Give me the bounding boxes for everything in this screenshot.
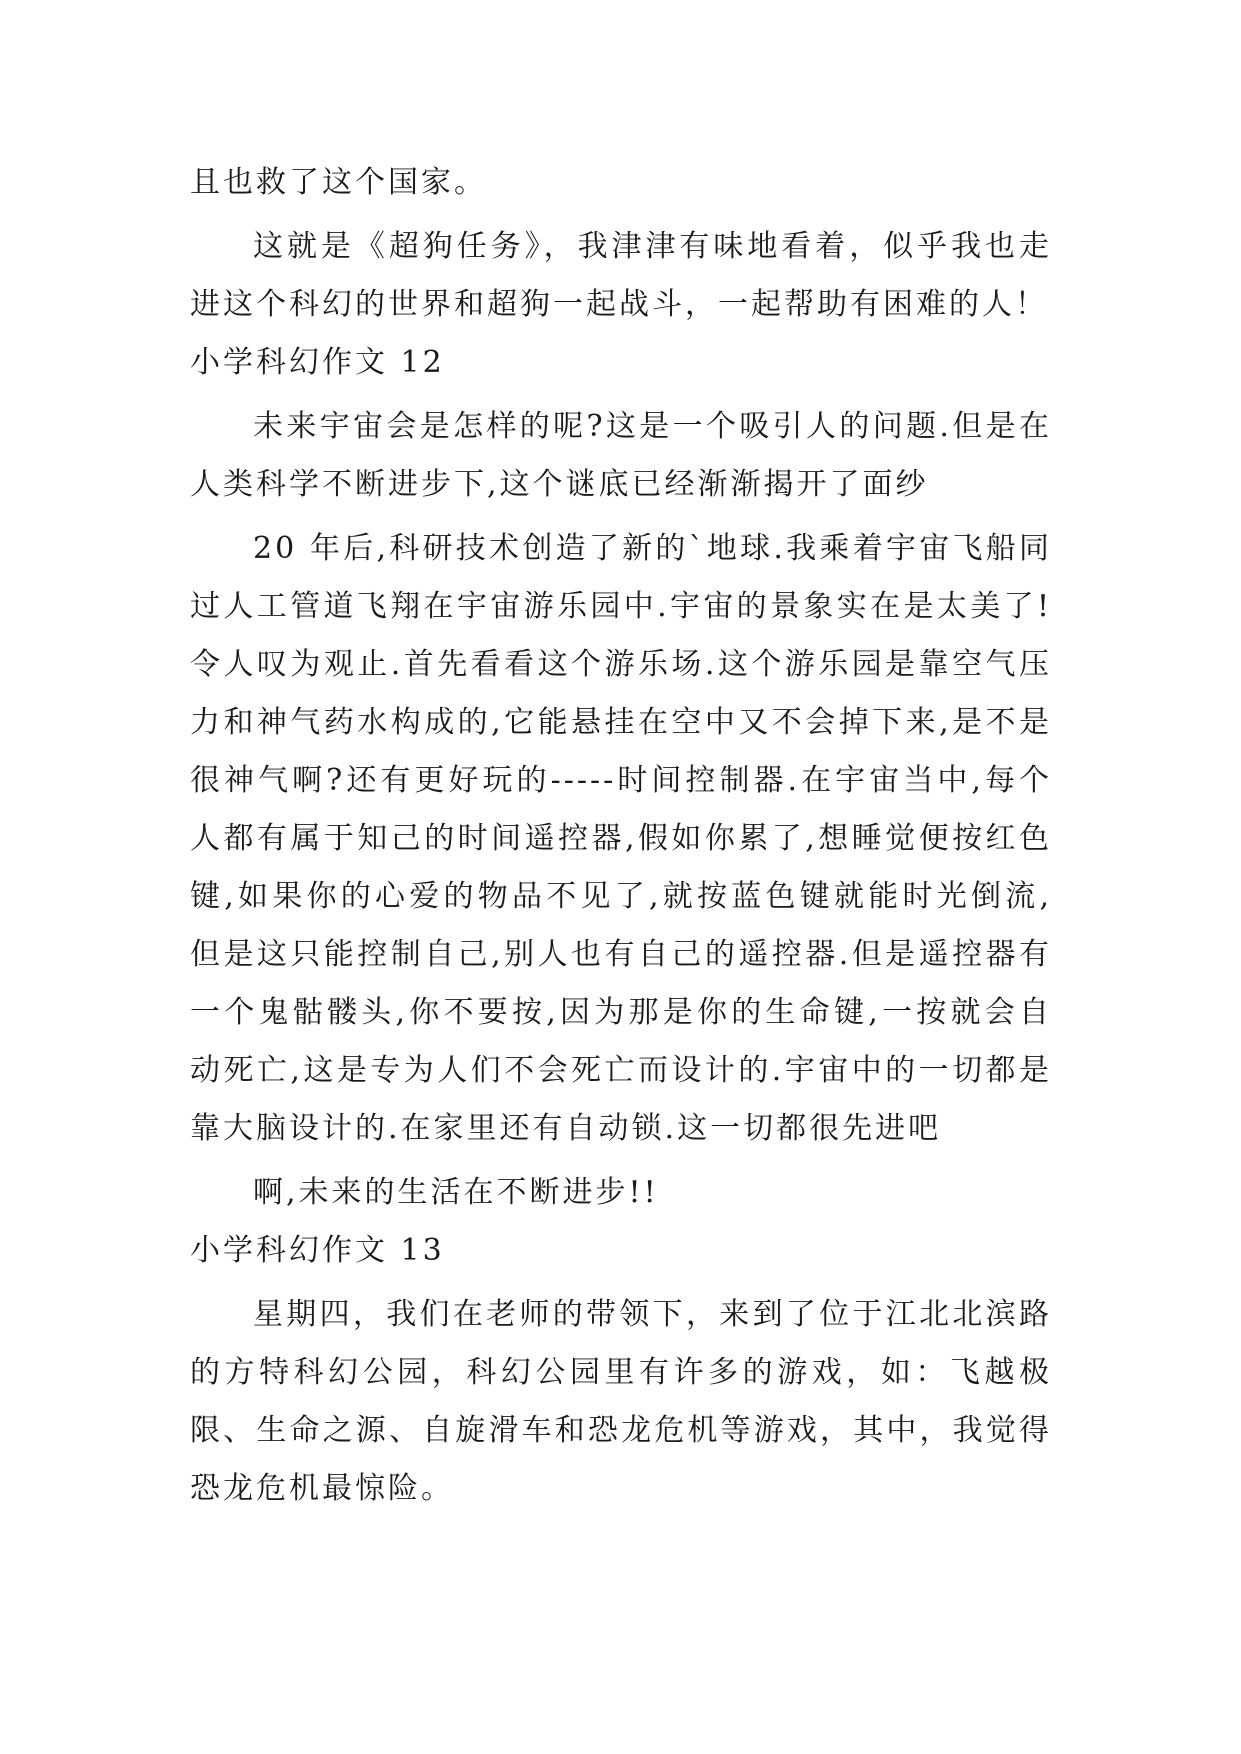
- essay-12-title: 小学科幻作文 12: [190, 345, 445, 380]
- paragraph-future-universe-intro: 未来宇宙会是怎样的呢?这是一个吸引人的问题.但是在人类科学不断进步下,这个谜底已经渐渐揭开了面纱: [190, 409, 1052, 502]
- paragraph-super-dog-summary: 这就是《超狗任务》，我津津有味地看着，似乎我也走进这个科幻的世界和超狗一起战斗，一起帮助有困难的人！: [190, 229, 1052, 322]
- paragraph-future-universe-ending: 啊,未来的生活在不断进步!!: [253, 1175, 659, 1210]
- essay-13-title: 小学科幻作文 13: [190, 1233, 445, 1268]
- paragraph-continuation: 且也救了这个国家。: [190, 165, 487, 200]
- document-body: [190, 154, 1052, 1518]
- paragraph-fantawild-park: 星期四，我们在老师的带领下，来到了位于江北北滨路的方特科幻公园，科幻公园里有许多的游戏，如：飞越极限、生命之源、自旋滑车和恐龙危机等游戏，其中，我觉得恐龙危机最惊险。: [190, 1297, 1052, 1506]
- paragraph-future-universe-body: 20 年后,科研技术创造了新的`地球.我乘着宇宙飞船同过人工管道飞翔在宇宙游乐园中.宇宙的景象实在是太美了!令人叹为观止.首先看看这个游乐场.这个游乐园是靠空气压力和神气药水构成的,它能悬挂在空中又不会掉下来,是不是很神气啊?还有更好玩的-----时间控制器.在宇宙当中,每个人都有属于知己的时间遥控器,假如你累了,想睡觉便按红色键,如果你的心爱的物品不见了,就按蓝色键就能时光倒流,但是这只能控制自己,别人也有自己的遥控器.但是遥控器有一个鬼骷髅头,你不要按,因为那是你的生命键,一按就会自动死亡,这是专为人们不会死亡而设计的.宇宙中的一切都是靠大脑设计的.在家里还有自动锁.这一切都很先进吧: [190, 531, 1052, 1146]
